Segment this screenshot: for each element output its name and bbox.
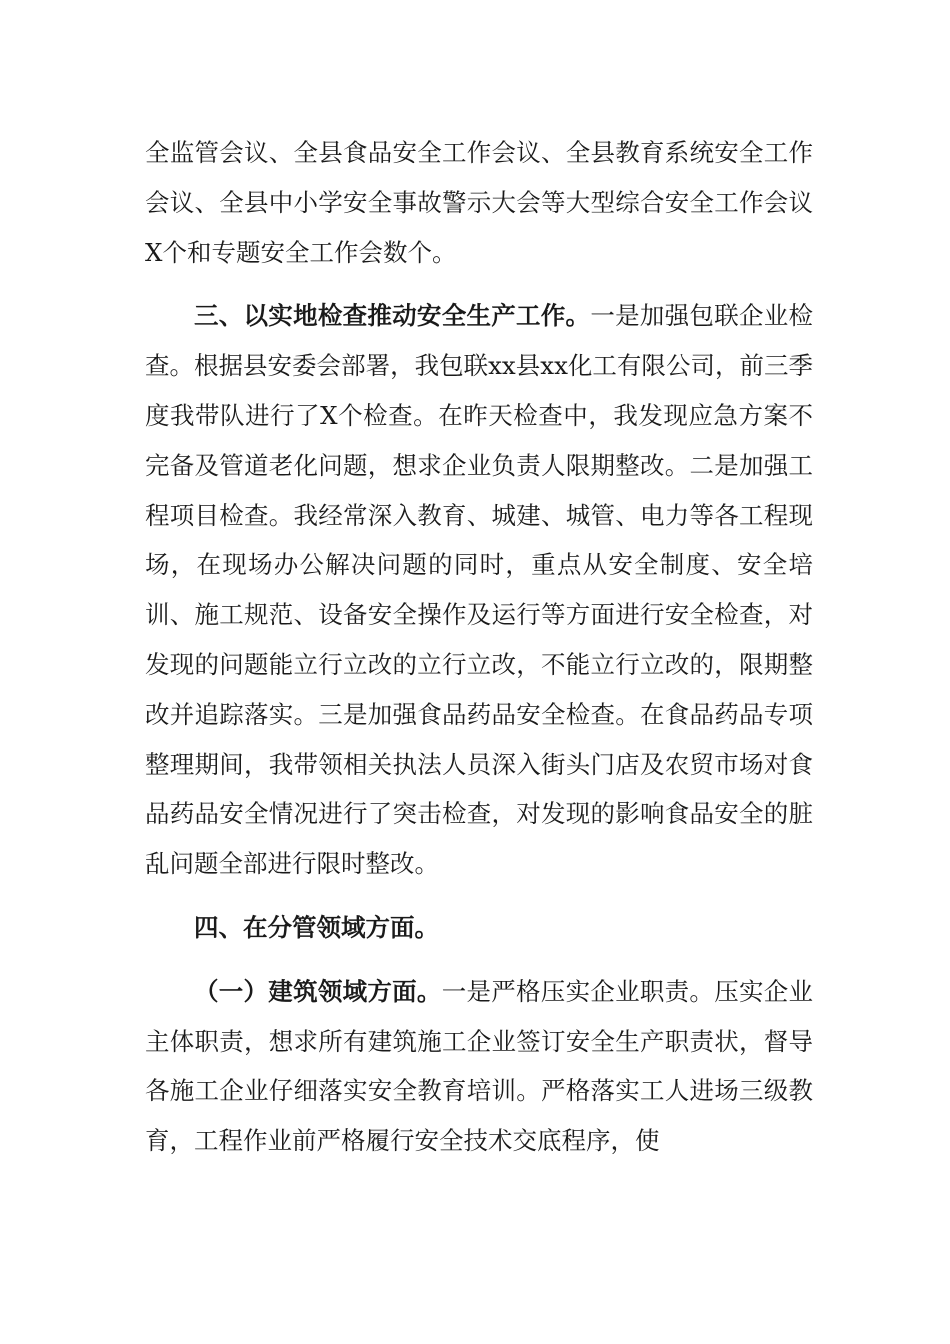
section-heading-domains: 四、在分管领域方面。 — [194, 912, 439, 942]
paragraph-domains — [145, 903, 813, 953]
paragraph-inspection — [145, 291, 813, 889]
subsection-heading-construction: （一）建筑领域方面。 — [194, 976, 442, 1006]
paragraph-meetings-text: 全监管会议、全县食品安全工作会议、全县教育系统安全工作会议、全县中小学安全事故警示大会等大型综合安全工作会议X个和专题安全工作会数个。 — [145, 138, 813, 267]
section-heading-inspection: 三、以实地检查推动安全生产工作。 — [194, 301, 591, 331]
paragraph-construction — [145, 967, 813, 1166]
document-body — [145, 128, 813, 1166]
paragraph-inspection-text: 一是加强包联企业检查。根据县安委会部署，我包联xx县xx化工有限公司，前三季度我带队进行了X个检查。在昨天检查中，我发现应急方案不完备及管道老化问题，想求企业负责人限期整改。二是加强工程项目检查。我经常深入教育、城建、城管、电力等各工程现场，在现场办公解决问题的同时，重点从安全制度、安全培训、施工规范、设备安全操作及运行等方面进行安全检查，对发现的问题能立行立改的立行立改，不能立行立改的，限期整改并追踪落实。三是加强食品药品安全检查。在食品药品专项整理期间，我带领相关执法人员深入街头门店及农贸市场对食品药品安全情况进行了突击检查，对发现的影响食品安全的脏乱问题全部进行限时整改。 — [145, 301, 814, 879]
paragraph-meetings — [145, 128, 813, 277]
paragraph-construction-text: 一是严格压实企业职责。压实企业主体职责，想求所有建筑施工企业签订安全生产职责状，督导各施工企业仔细落实安全教育培训。严格落实工人进场三级教育，工程作业前严格履行安全技术交底程序，使 — [145, 976, 814, 1156]
